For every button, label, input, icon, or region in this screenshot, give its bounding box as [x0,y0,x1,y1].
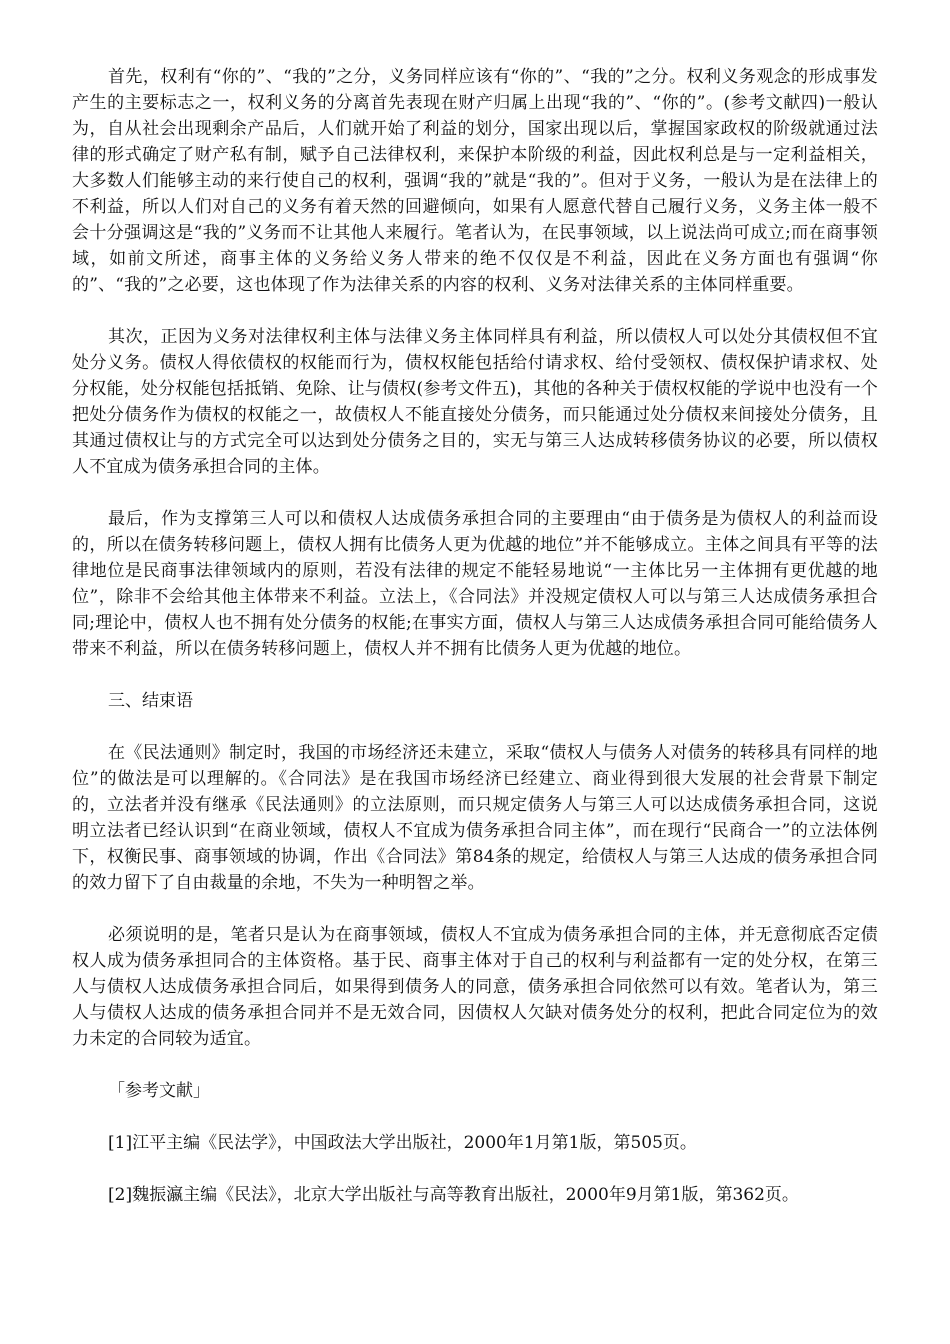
paragraph-spacer [72,1156,878,1182]
paragraph-spacer [72,714,878,740]
section-heading-conclusion: 三、结束语 [108,691,193,711]
paragraph-spacer [72,1052,878,1078]
paragraph-first: 首先，权利有“你的”、“我的”之分，义务同样应该有“你的”、“我的”之分。权利义务观念的形成事发产生的主要标志之一，权利义务的分离首先表现在财产归属上出现“我的”、“你的”。(参考文献四)一般认为，自从社会出现剩余产品后，人们就开始了利益的划分，国家出现以后，掌握国家政权的阶级就通过法律的形式确定了财产私有制，赋予自己法律权利，来保护本阶级的利益，因此权利总是与一定利益相关，大多数人们能够主动的来行使自己的权利，强调“我的”就是“我的”。但对于义务，一般认为是在法律上的不利益，所以人们对自己的义务有着天然的回避倾向，如果有人愿意代替自己履行义务，义务主体一般不会十分强调这是“我的”义务而不让其他人来履行。笔者认为，在民事领域，以上说法尚可成立;而在商事领域，如前文所述，商事主体的义务给义务人带来的绝不仅仅是不利益，因此在义务方面也有强调“你的”、“我的”之必要，这也体现了作为法律关系的内容的权利、义务对法律关系的主体同样重要。 [72,67,878,295]
paragraph-spacer [72,480,878,506]
paragraph-closing: 必须说明的是，笔者只是认为在商事领域，债权人不宜成为债务承担合同的主体，并无意彻底否定债权人成为债务承担同合的主体资格。基于民、商事主体对于自己的权利与利益都有一定的处分权，在第三人与债权人达成债务承担合同后，如果得到债务人的同意，债务承担合同依然可以有效。笔者认为，第三人与债权人达成的债务承担合同并不是无效合同，因债权人欠缺对债务处分的权利，把此合同定位为的效力未定的合同较为适宜。 [72,925,878,1049]
paragraph-second: 其次，正因为义务对法律权利主体与法律义务主体同样具有利益，所以债权人可以处分其债权但不宜处分义务。债权人得依债权的权能而行为，债权权能包括给付请求权、给付受领权、债权保护请求权、处分权能，处分权能包括抵销、免除、让与债权(参考文件五)，其他的各种关于债权权能的学说中也没有一个把处分债务作为债权的权能之一，故债权人不能直接处分债务，而只能通过处分债权来间接处分债务，且其通过债权让与的方式完全可以达到处分债务之目的，实无与第三人达成转移债务协议的必要，所以债权人不宜成为债务承担合同的主体。 [72,327,878,477]
reference-item: [1]江平主编《民法学》，中国政法大学出版社，2000年1月第1版，第505页。 [108,1133,697,1153]
paragraph-spacer [72,896,878,922]
reference-item: [2]魏振瀛主编《民法》，北京大学出版社与高等教育出版社，2000年9月第1版，第362页。 [108,1185,799,1205]
paragraph-third: 最后，作为支撑第三人可以和债权人达成债务承担合同的主要理由“由于债务是为债权人的利益而设的，所以在债务转移问题上，债权人拥有比债务人更为优越的地位”并不能够成立。主体之间具有平等的法律地位是民商事法律领域内的原则，若没有法律的规定不能轻易地说“一主体比另一主体拥有更优越的地位”，除非不会给其他主体带来不利益。立法上，《合同法》并没规定债权人可以与第三人达成债务承担合同;理论中，债权人也不拥有处分债务的权能;在事实方面，债权人与第三人达成债务承担合同可能给债务人带来不利益，所以在债务转移问题上，债权人并不拥有比债务人更为优越的地位。 [72,509,878,659]
paragraph-spacer [72,298,878,324]
document-body [72,64,878,1208]
paragraph-conclusion: 在《民法通则》制定时，我国的市场经济还未建立，采取“债权人与债务人对债务的转移具有同样的地位”的做法是可以理解的。《合同法》是在我国市场经济已经建立、商业得到很大发展的社会背景下制定的，立法者并没有继承《民法通则》的立法原则，而只规定债务人与第三人可以达成债务承担合同，这说明立法者已经认识到“在商业领域，债权人不宜成为债务承担合同主体”，而在现行“民商合一”的立法体例下，权衡民事、商事领域的协调，作出《合同法》第84条的规定，给债权人与第三人达成的债务承担合同的效力留下了自由裁量的余地，不失为一种明智之举。 [72,743,878,893]
paragraph-spacer [72,1104,878,1130]
paragraph-spacer [72,662,878,688]
references-heading: 「参考文献」 [108,1081,210,1101]
